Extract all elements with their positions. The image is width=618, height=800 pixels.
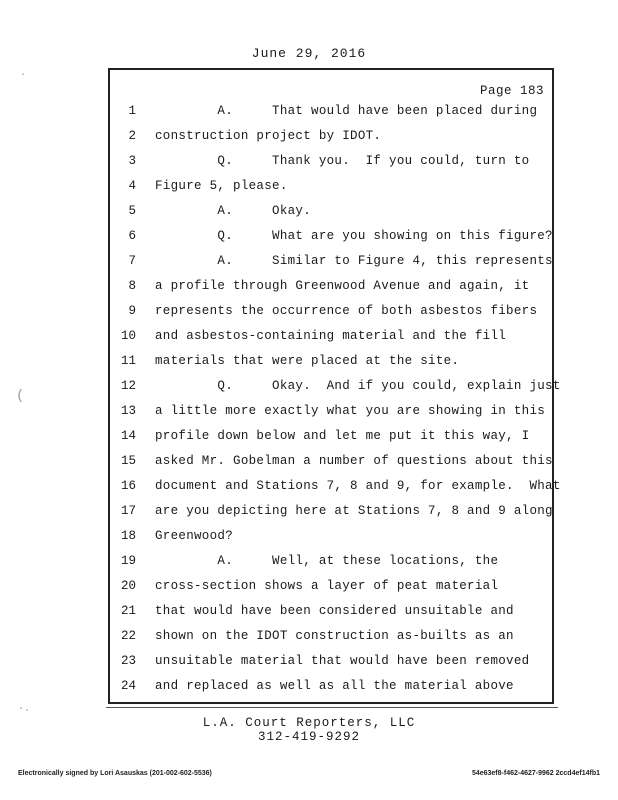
line-number: 3 xyxy=(128,154,136,168)
line-number: 22 xyxy=(120,629,136,643)
scan-mark: · xyxy=(20,70,27,81)
line-text: A. Similar to Figure 4, this represents xyxy=(155,254,553,268)
line-number: 11 xyxy=(120,354,136,368)
line-number: 2 xyxy=(128,129,136,143)
footer-company: L.A. Court Reporters, LLC xyxy=(202,716,416,730)
line-text: that would have been considered unsuitable and xyxy=(155,604,514,618)
line-number: 1 xyxy=(128,104,136,118)
line-number: 17 xyxy=(120,504,136,518)
line-text: are you depicting here at Stations 7, 8 and 9 along xyxy=(155,504,553,518)
line-number: 21 xyxy=(120,604,136,618)
header-date: June 29, 2016 xyxy=(251,46,367,61)
footer-phone: 312-419-9292 xyxy=(257,730,360,744)
page-number: Page 183 xyxy=(479,84,544,98)
line-number: 18 xyxy=(120,529,136,543)
frame-bottom-rule xyxy=(106,707,558,708)
line-text: document and Stations 7, 8 and 9, for example. What xyxy=(155,479,561,493)
line-number: 24 xyxy=(120,679,136,693)
line-text: represents the occurrence of both asbestos fibers xyxy=(155,304,538,318)
line-text: Q. Thank you. If you could, turn to xyxy=(155,154,530,168)
line-text: Q. Okay. And if you could, explain just xyxy=(155,379,561,393)
line-number: 19 xyxy=(120,554,136,568)
line-text: and asbestos-containing material and the fill xyxy=(155,329,507,343)
line-number: 4 xyxy=(128,179,136,193)
line-number: 16 xyxy=(120,479,136,493)
line-text: cross-section shows a layer of peat material xyxy=(155,579,499,593)
line-number: 23 xyxy=(120,654,136,668)
line-number: 12 xyxy=(120,379,136,393)
line-number: 14 xyxy=(120,429,136,443)
line-text: A. Well, at these locations, the xyxy=(155,554,499,568)
line-text: Greenwood? xyxy=(155,529,234,543)
line-text: A. Okay. xyxy=(155,204,312,218)
line-text: shown on the IDOT construction as-builts as an xyxy=(155,629,514,643)
scan-mark: ( xyxy=(16,388,25,404)
line-number: 7 xyxy=(128,254,136,268)
line-text: construction project by IDOT. xyxy=(155,129,382,143)
line-number: 8 xyxy=(128,279,136,293)
scan-mark: ·. xyxy=(18,704,31,715)
line-text: and replaced as well as all the material above xyxy=(155,679,514,693)
signature-left: Electronically signed by Lori Asauskas (201-002-602-5536) xyxy=(18,770,212,777)
line-number: 13 xyxy=(120,404,136,418)
line-text: materials that were placed at the site. xyxy=(155,354,460,368)
line-number: 10 xyxy=(120,329,136,343)
line-number: 9 xyxy=(128,304,136,318)
line-number: 20 xyxy=(120,579,136,593)
line-text: a little more exactly what you are showing in this xyxy=(155,404,546,418)
line-number: 5 xyxy=(128,204,136,218)
line-text: profile down below and let me put it this way, I xyxy=(155,429,530,443)
line-text: a profile through Greenwood Avenue and again, it xyxy=(155,279,530,293)
line-number: 6 xyxy=(128,229,136,243)
line-text: A. That would have been placed during xyxy=(155,104,538,118)
signature-right: 54e63ef8-f462-4627-9962 2ccd4ef14fb1 xyxy=(471,770,600,777)
line-text: asked Mr. Gobelman a number of questions about this xyxy=(155,454,553,468)
line-text: unsuitable material that would have been removed xyxy=(155,654,530,668)
line-text: Figure 5, please. xyxy=(155,179,288,193)
line-text: Q. What are you showing on this figure? xyxy=(155,229,553,243)
line-number: 15 xyxy=(120,454,136,468)
